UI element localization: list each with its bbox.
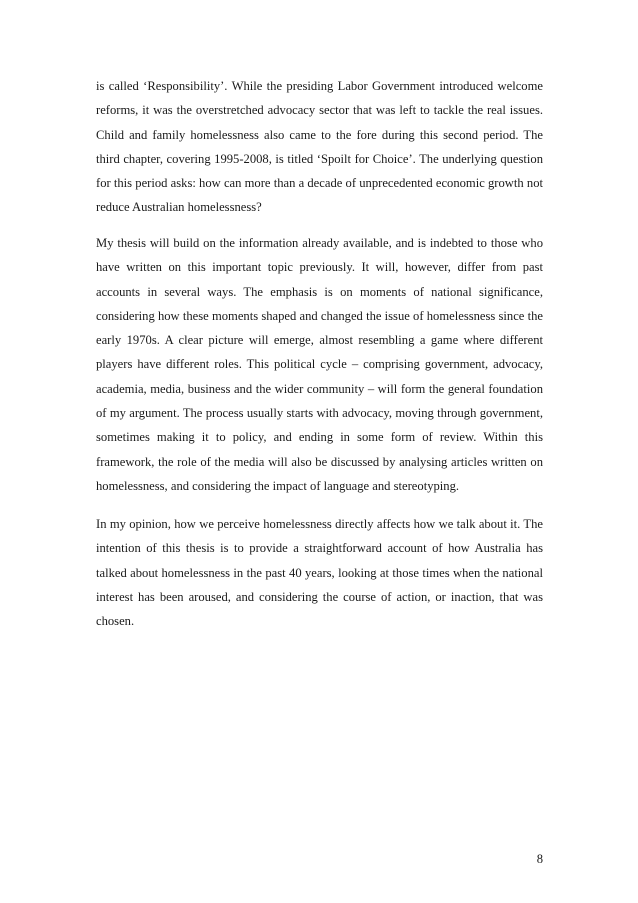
paragraph-responsibility-chapter: is called ‘Responsibility’. While the presiding Labor Government introduced welcome reforms, it was the overstretched advocacy sector that was left to tackle the real issues. Child and family homelessness also came to the fore during this second period. The third chapter, covering 1995-2008, is titled ‘Spoilt for Choice’. The underlying question for this period asks: how can more than a decade of unprecedented economic growth not reduce Australian homelessness?: [96, 79, 543, 215]
paragraph-thesis-approach: My thesis will build on the information already available, and is indebted to those who have written on this important topic previously. It will, however, differ from past accounts in several ways. The emphasis is on moments of national significance, considering how these moments shaped and changed the issue of homelessness since the early 1970s. A clear picture will emerge, almost resembling a game where different players have different roles. This political cycle – comprising government, advocacy, academia, media, business and the wider community – will form the general foundation of my argument. The process usually starts with advocacy, moving through government, sometimes making it to policy, and ending in some form of review. Within this framework, the role of the media will also be discussed by analysing articles written on homelessness, and considering the impact of language and stereotyping.: [96, 236, 543, 493]
page-number: 8: [536, 852, 543, 866]
paragraph-thesis-intention: In my opinion, how we perceive homelessness directly affects how we talk about it. The intention of this thesis is to provide a straightforward account of how Australia has talked about homelessness in the past 40 years, looking at those times when the national interest has been aroused, and considering the course of action, or inaction, that was chosen.: [96, 517, 543, 629]
